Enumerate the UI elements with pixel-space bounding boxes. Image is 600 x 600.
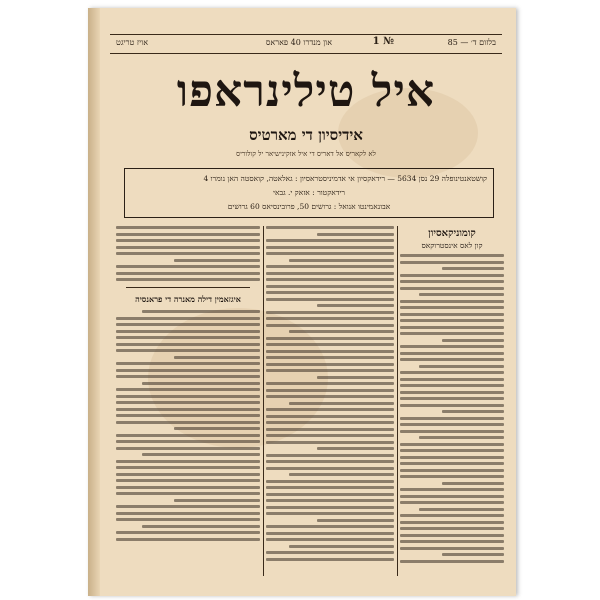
text-line — [116, 233, 260, 236]
text-line — [174, 356, 260, 359]
text-line — [400, 358, 504, 361]
text-line — [400, 430, 504, 433]
text-line — [400, 501, 504, 504]
text-line — [266, 460, 394, 463]
text-line — [400, 332, 504, 335]
text-line — [116, 505, 260, 508]
text-line — [317, 304, 394, 307]
text-line — [266, 337, 394, 340]
text-line — [266, 467, 394, 470]
text-line — [116, 460, 260, 463]
text-line — [266, 408, 394, 411]
text-line — [317, 519, 394, 522]
text-line — [266, 291, 394, 294]
text-line — [116, 512, 260, 515]
text-line — [400, 378, 504, 381]
text-line — [266, 480, 394, 483]
text-line — [116, 538, 260, 541]
text-line — [116, 369, 260, 372]
text-line — [116, 440, 260, 443]
text-line — [174, 259, 260, 262]
info-line-subscription: אבונאמינטו אנואל : גרושים 50, פרובינסיאס 60 גרושים — [227, 202, 391, 211]
text-line — [400, 345, 504, 348]
text-line — [317, 376, 394, 379]
masthead-price: און מנדרו 40 פאראס — [265, 38, 332, 47]
newspaper-subtitle: אידיסיון די מארטיס — [249, 126, 363, 144]
text-line — [400, 534, 504, 537]
newspaper-motto: לא לקאריס אל דאריס די איל אזקינישיאר יל קולוריס — [236, 150, 376, 158]
text-line — [116, 362, 260, 365]
text-line — [289, 473, 394, 476]
text-line — [289, 259, 394, 262]
text-line — [266, 551, 394, 554]
text-line — [116, 317, 260, 320]
text-line — [266, 226, 394, 229]
text-line — [116, 395, 260, 398]
text-line — [116, 278, 260, 281]
text-line — [266, 532, 394, 535]
publication-info-box — [124, 168, 494, 218]
info-line-address: קושטאנטינופלה 29 נסן 5634 — רידאקסיון אי אדמיניסטראסיון : גאלאטה, קואסטה האן נומרו 4 — [203, 174, 487, 183]
text-line — [266, 324, 394, 327]
text-line — [116, 421, 260, 424]
text-line — [400, 462, 504, 465]
text-line — [419, 293, 504, 296]
text-line — [142, 382, 260, 385]
text-line — [400, 423, 504, 426]
article-body — [116, 226, 260, 281]
text-line — [266, 499, 394, 502]
article-subheading: קון לאס אינסטרוקאס — [421, 241, 483, 250]
text-line — [400, 397, 504, 400]
text-line — [116, 323, 260, 326]
text-line — [116, 492, 260, 495]
text-line — [400, 274, 504, 277]
text-line — [266, 382, 394, 385]
text-line — [266, 298, 394, 301]
text-line — [400, 404, 504, 407]
text-line — [266, 486, 394, 489]
article-body — [400, 254, 504, 563]
text-line — [442, 267, 504, 270]
column-middle — [266, 226, 394, 576]
text-line — [419, 508, 504, 511]
text-line — [400, 280, 504, 283]
text-line — [400, 527, 504, 530]
text-line — [400, 391, 504, 394]
text-line — [317, 233, 394, 236]
text-line — [116, 434, 260, 437]
text-line — [400, 352, 504, 355]
newspaper-title: איל טילינראפו — [176, 66, 436, 117]
text-line — [266, 395, 394, 398]
text-line — [266, 363, 394, 366]
masthead-date: בלזום ד׳ — 85 — [447, 38, 496, 47]
text-line — [400, 306, 504, 309]
text-line — [116, 518, 260, 521]
text-line — [289, 545, 394, 548]
text-line — [266, 343, 394, 346]
text-line — [116, 388, 260, 391]
text-line — [400, 443, 504, 446]
text-line — [266, 252, 394, 255]
article-heading: איגזאמין דילה מאנרה די פראנסיה — [135, 294, 241, 304]
text-line — [400, 560, 504, 563]
text-line — [266, 239, 394, 242]
text-line — [266, 512, 394, 515]
text-line — [400, 384, 504, 387]
text-line — [400, 475, 504, 478]
text-line — [116, 479, 260, 482]
text-line — [116, 473, 260, 476]
text-line — [266, 389, 394, 392]
text-line — [116, 239, 260, 242]
text-line — [266, 311, 394, 314]
text-line — [400, 254, 504, 257]
text-line — [400, 313, 504, 316]
text-line — [442, 339, 504, 342]
text-line — [116, 330, 260, 333]
text-line — [400, 449, 504, 452]
text-line — [116, 414, 260, 417]
text-line — [266, 428, 394, 431]
column-left — [116, 226, 260, 576]
text-line — [266, 434, 394, 437]
text-line — [442, 553, 504, 556]
text-line — [116, 246, 260, 249]
text-line — [116, 531, 260, 534]
text-line — [289, 402, 394, 405]
text-line — [142, 310, 260, 313]
text-line — [116, 265, 260, 268]
text-line — [142, 453, 260, 456]
text-line — [116, 447, 260, 450]
text-line — [266, 441, 394, 444]
text-line — [400, 417, 504, 420]
text-line — [266, 272, 394, 275]
text-line — [400, 547, 504, 550]
text-line — [266, 525, 394, 528]
text-line — [116, 401, 260, 404]
text-line — [116, 226, 260, 229]
text-line — [116, 343, 260, 346]
text-line — [289, 330, 394, 333]
text-line — [400, 514, 504, 517]
text-line — [419, 365, 504, 368]
text-line — [116, 486, 260, 489]
text-line — [116, 272, 260, 275]
text-line — [400, 495, 504, 498]
text-line — [442, 410, 504, 413]
text-line — [116, 408, 260, 411]
text-line — [116, 375, 260, 378]
text-line — [400, 319, 504, 322]
text-line — [266, 278, 394, 281]
text-line — [116, 252, 260, 255]
masthead-place: אויז טריגט — [116, 38, 149, 47]
masthead-strip — [110, 34, 502, 54]
article-body — [266, 226, 394, 561]
newspaper-page — [88, 8, 516, 596]
text-line — [266, 285, 394, 288]
text-line — [116, 349, 260, 352]
page-spine — [88, 8, 100, 596]
text-line — [174, 427, 260, 430]
issue-number: № 1 — [372, 36, 394, 47]
text-line — [317, 447, 394, 450]
text-line — [266, 506, 394, 509]
text-line — [116, 336, 260, 339]
text-line — [266, 538, 394, 541]
text-line — [400, 521, 504, 524]
text-line — [266, 421, 394, 424]
text-line — [419, 436, 504, 439]
text-line — [400, 469, 504, 472]
text-line — [266, 415, 394, 418]
text-line — [142, 525, 260, 528]
text-line — [400, 261, 504, 264]
article-body — [116, 310, 260, 541]
text-line — [400, 300, 504, 303]
text-line — [400, 371, 504, 374]
text-line — [400, 540, 504, 543]
text-line — [266, 369, 394, 372]
text-line — [400, 326, 504, 329]
text-line — [266, 265, 394, 268]
text-line — [266, 317, 394, 320]
article-heading: קומוניקאסיון — [428, 228, 476, 239]
column-rule — [397, 226, 398, 576]
text-line — [266, 246, 394, 249]
text-line — [174, 499, 260, 502]
text-line — [400, 287, 504, 290]
info-line-editor: רידאקטור : אזאק י. גבאי — [273, 188, 345, 197]
article-separator — [126, 287, 250, 288]
column-rule — [263, 226, 264, 576]
column-right — [400, 226, 504, 576]
text-line — [400, 456, 504, 459]
text-line — [116, 466, 260, 469]
text-line — [266, 558, 394, 561]
text-line — [266, 493, 394, 496]
text-line — [266, 356, 394, 359]
text-line — [266, 454, 394, 457]
text-line — [442, 482, 504, 485]
text-line — [266, 350, 394, 353]
text-line — [400, 488, 504, 491]
